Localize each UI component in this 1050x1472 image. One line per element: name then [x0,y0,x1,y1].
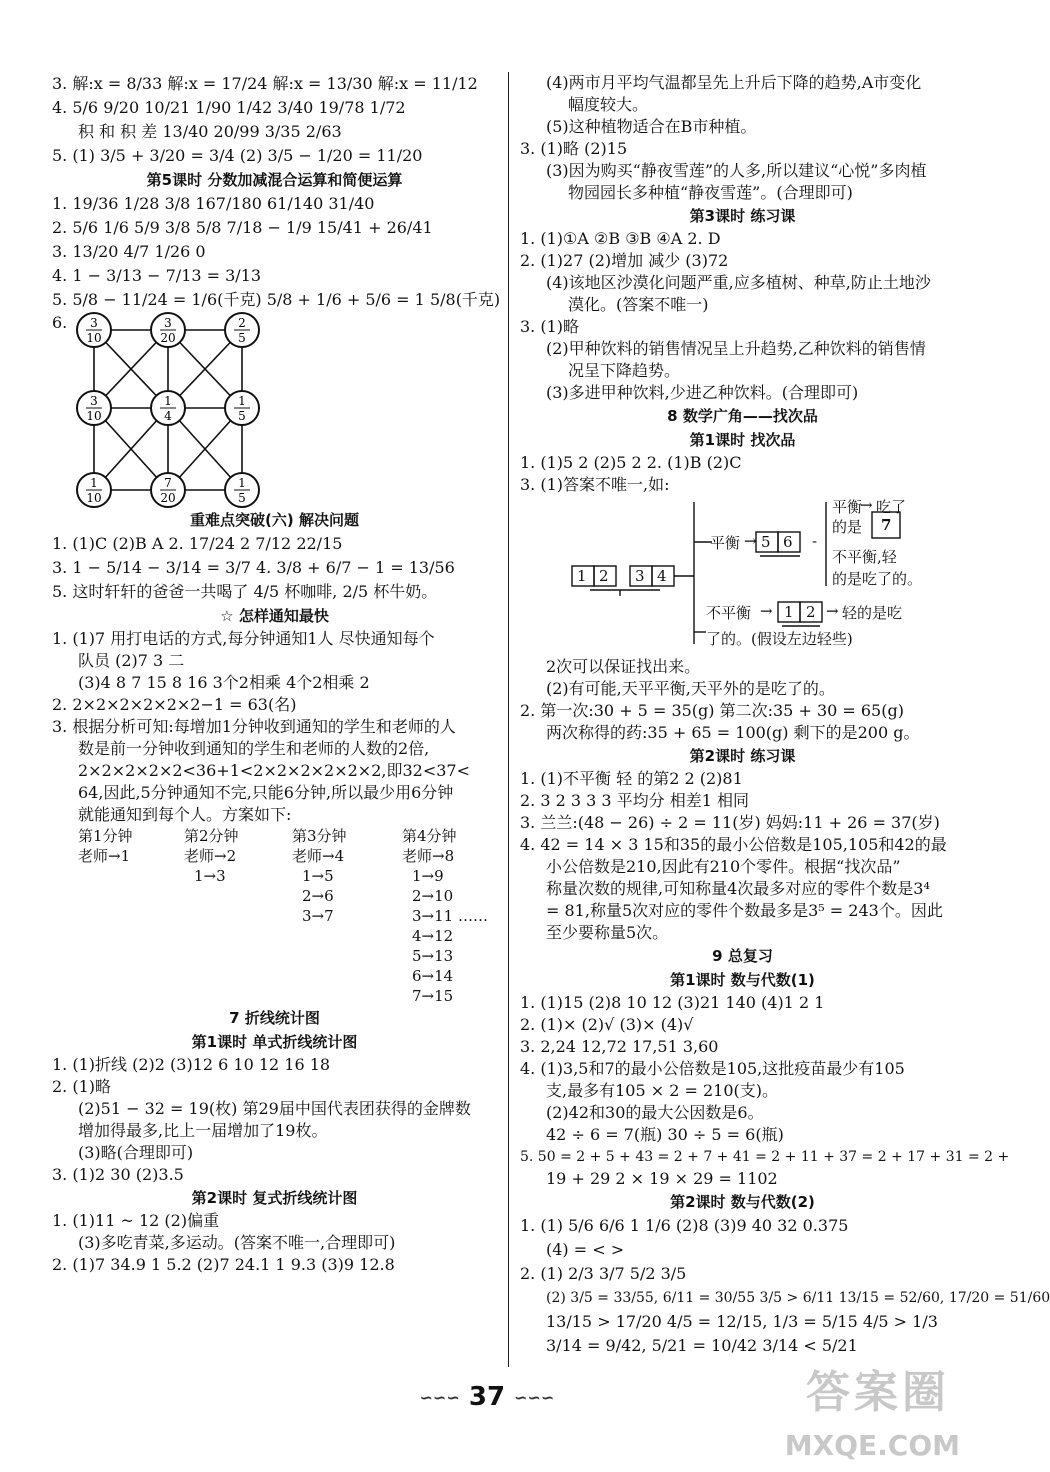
answer-line: 2. (1)27 (2)增加 减少 (3)72 [520,251,729,270]
balance-diagram: 1 2 3 4 平衡 → 5 6 - 平衡 → 吃了 的是 7 不平衡,轻 的是吃了的。 不平衡 → 1 2 → 轻的是吃 了的。(假设左边轻些) [520,496,965,656]
answer-line: 5. 50 = 2 + 5 + 43 = 2 + 7 + 41 = 2 + 11 + 37 = 2 + 17 + 31 = 2 + [520,1149,1010,1165]
answer-line: (2)42和30的最大公因数是6。 [546,1103,764,1122]
answer-line: 小公倍数是210,因此有210个零件。根据“找次品” [546,857,901,876]
answer-line: 2. 2×2×2×2×2×2−1 = 63(名) [52,695,297,714]
answer-line: = 81,称量5次对应的零件个数最多是3⁵ = 243个。因此 [546,901,943,920]
network-diagram [72,312,302,508]
answer-line: (5)这种植物适合在B市种植。 [546,117,757,136]
plan-head: 第1分钟 [78,827,133,845]
answer-line: 1. (1)C (2)B A 2. 17/24 2 7/12 22/15 [52,534,343,553]
answer-line: 3. (1)略 (2)15 [520,139,628,158]
answer-line: 1. (1)7 用打电话的方式,每分钟通知1人 尽快通知每个 [52,629,435,648]
section-title: 第5课时 分数加减混合运算和简便运算 [146,171,403,189]
answer-line: 1. (1)折线 (2)2 (3)12 6 10 12 16 18 [52,1055,331,1074]
section-title: 第2课时 复式折线统计图 [191,1189,358,1207]
node-denominator: 20 [160,491,176,505]
answer-line: 2. (1)7 34.9 1 5.2 (2)7 24.1 1 9.3 (3)9 12.8 [52,1255,395,1274]
answer-line: 3. 2,24 12,72 17,51 3,60 [520,1037,719,1056]
answer-line: 42 ÷ 6 = 7(瓶) 30 ÷ 5 = 6(瓶) [546,1125,784,1144]
node-numerator: 1 [238,394,246,408]
answer-line: (3)4 8 7 15 8 16 3个2相乘 4个2相乘 2 [78,673,370,692]
answer-line: (2)有可能,天平平衡,天平外的是吃了的。 [546,679,835,698]
answer-line: 数是前一分钟收到通知的学生和老师的人数的2倍, [78,739,430,758]
plan-col-1: 老师→1 [78,847,131,865]
fraction-network [52,312,497,508]
answer-line: 1. 19/36 1/28 3/8 167/180 61/140 31/40 [52,194,375,213]
answer-line: 2. (1)× (2)√ (3)× (4)√ [520,1015,694,1034]
section-title: ☆ 怎样通知最快 [220,607,329,625]
answer-line: 19 + 29 2 × 19 × 29 = 1102 [546,1169,778,1188]
watermark-logo: 答案圈 [806,1367,950,1418]
answer-line: (3)略(合理即可) [78,1143,194,1162]
node-numerator: 3 [90,394,98,408]
answer-line: (2)甲种饮料的销售情况呈上升趋势,乙种饮料的销售情 [546,339,926,358]
answer-line: 5. 这时轩轩的爸爸一共喝了 4/5 杯咖啡, 2/5 杯牛奶。 [52,582,438,601]
answer-line: 增加得最多,比上一届增加了19枚。 [78,1121,328,1140]
answer-line: 4. 5/6 9/20 10/21 1/90 1/42 3/40 19/78 1/72 [52,98,406,117]
section-title: 第1课时 数与代数(1) [670,971,815,989]
answer-line: 2. (1)略 [52,1077,112,1096]
node-denominator: 5 [238,331,246,345]
answer-line: 1. (1)11 ~ 12 (2)偏重 [52,1211,220,1230]
question-number: 6. [52,313,68,332]
answer-line: 3. (1)答案不唯一,如: [520,475,670,494]
answer-line: 3. 13/20 4/7 1/26 0 [52,242,206,261]
answer-line: 2. 5/6 1/6 5/9 3/8 5/8 7/18 − 1/9 15/41 + 26/41 [52,218,433,237]
answer-line: (3)多进甲种饮料,少进乙种饮料。(合理即可) [546,383,859,402]
answer-line: 物园园长多种植“静夜雪莲”。(合理即可) [568,183,853,202]
plan-head: 第3分钟 [292,827,347,845]
answer-line: 4. 1 − 3/13 − 7/13 = 3/13 [52,266,262,285]
answer-line: 1. (1) 5/6 6/6 1 1/6 (2)8 (3)9 40 32 0.375 [520,1216,849,1235]
answer-line: 积 和 积 差 13/40 20/99 3/35 2/63 [78,122,342,141]
answer-line: 至少要称量5次。 [546,923,669,942]
answer-line: 1. (1)①A ②B ③B ④A 2. D [520,229,721,248]
notify-plan-table [52,826,497,1006]
answer-line: 两次称得的药:35 + 65 = 100(g) 剩下的是200 g。 [546,723,920,742]
answer-line: 称量次数的规律,可知称量4次最多对应的零件个数是3⁴ [546,879,930,898]
answer-line: (3)因为购买“静夜雪莲”的人多,所以建议“心悦”多肉植 [546,161,927,180]
node-numerator: 3 [90,316,98,330]
unit-title: 8 数学广角——找次品 [667,407,818,425]
left-column [52,72,501,1276]
answer-line: 3/14 = 9/42, 5/21 = 10/42 3/14 < 5/21 [546,1336,858,1355]
answer-line: 3. 根据分析可知:每增加1分钟收到通知的学生和老师的人 [52,717,456,736]
answer-line: 3. (1)2 30 (2)3.5 [52,1165,184,1184]
node-denominator: 10 [86,331,102,345]
answer-line: 就能通知到每个人。方案如下: [78,805,292,824]
section-title: 重难点突破(六) 解决问题 [190,511,359,529]
column-divider [508,72,509,1367]
answer-line: 2. (1) 2/3 3/7 5/2 3/5 [520,1264,687,1283]
right-column [520,72,1050,1358]
watermark-url: MXQE.COM [784,1429,960,1462]
answer-line: 3. (1)略 [520,317,580,336]
node-denominator: 10 [86,491,102,505]
answer-line: 4. (1)3,5和7的最小公倍数是105,这批疫苗最少有105 [520,1059,905,1078]
answer-line: 2×2×2×2×2<36+1<2×2×2×2×2×2,即32<37< [78,761,471,780]
answer-line: 1. (1)不平衡 轻 的第2 2 (2)81 [520,769,743,788]
answer-line: 4. 42 = 14 × 3 15和35的最小公倍数是105,105和42的最 [520,835,947,854]
node-denominator: 20 [160,331,176,345]
node-numerator: 1 [90,476,98,490]
node-denominator: 4 [164,409,172,423]
answer-line: (4) = < > [546,1240,625,1259]
answer-line: 队员 (2)7 3 二 [78,651,185,670]
section-title: 第3课时 练习课 [689,207,796,225]
answer-line: 5. (1) 3/5 + 3/20 = 3/4 (2) 3/5 − 1/20 = 11/20 [52,146,423,165]
answer-line: (2)51 − 32 = 19(枚) 第29届中国代表团获得的金牌数 [78,1099,471,1118]
node-denominator: 10 [86,409,102,423]
answer-line: 况呈下降趋势。 [568,361,681,380]
answer-line: 幅度较大。 [568,95,649,114]
node-denominator: 5 [238,491,246,505]
answer-line: 2. 3 2 3 3 3 平均分 相差1 相同 [520,791,750,810]
node-numerator: 7 [164,476,172,490]
unit-title: 9 总复习 [712,947,773,965]
answer-line: 支,最多有105 × 2 = 210(支)。 [546,1081,778,1100]
footer-decoration: ∽∽∽ [419,1388,460,1407]
plan-col-4: 老师→8 1→9 2→10 3→11 …… 4→12 5→13 6→14 7→15 [402,847,488,1005]
answer-line: 漠化。(答案不唯一) [568,295,709,314]
plan-head: 第2分钟 [184,827,239,845]
answer-line: 1. (1)5 2 (2)5 2 2. (1)B (2)C [520,453,742,472]
node-numerator: 2 [238,316,246,330]
footer-decoration: ∽∽∽ [514,1388,555,1407]
node-numerator: 1 [164,394,172,408]
node-denominator: 5 [238,409,246,423]
section-title: 第2课时 数与代数(2) [670,1193,815,1211]
unit-title: 7 折线统计图 [229,1009,320,1027]
plan-col-3: 老师→4 1→5 2→6 3→7 [292,847,345,925]
answer-line: 2次可以保证找出来。 [546,657,701,676]
section-title: 第2课时 练习课 [689,747,796,765]
answer-line: 64,因此,5分钟通知不完,只能6分钟,所以最少用6分钟 [78,783,454,802]
answer-line: 5. 5/8 − 11/24 = 1/6(千克) 5/8 + 1/6 + 5/6 = 1 5/8(千克) [52,290,501,309]
answer-line: 1. (1)15 (2)8 10 12 (3)21 140 (4)1 2 1 [520,993,825,1012]
node-numerator: 3 [164,316,172,330]
answer-line: 3. 1 − 5/14 − 3/14 = 3/7 4. 3/8 + 6/7 − 1 = 13/56 [52,558,455,577]
page-number: 37 [468,1382,506,1412]
answer-line: (3)多吃青菜,多运动。(答案不唯一,合理即可) [78,1233,396,1252]
answer-line: 2. 第一次:30 + 5 = 35(g) 第二次:35 + 30 = 65(g) [520,701,904,720]
plan-head: 第4分钟 [402,827,457,845]
answer-line: 3. 兰兰:(48 − 26) ÷ 2 = 11(岁) 妈妈:11 + 26 = 37(岁) [520,813,940,832]
answer-line: (2) 3/5 = 33/55, 6/11 = 30/55 3/5 > 6/11 13/15 = 52/60, 17/20 = 51/60 [546,1290,1050,1306]
plan-col-2: 老师→2 1→3 [184,847,237,885]
section-title: 第1课时 找次品 [689,431,796,449]
answer-line: (4)该地区沙漠化问题严重,应多植树、种草,防止土地沙 [546,273,931,292]
answer-line: 3. 解:x = 8/33 解:x = 17/24 解:x = 13/30 解:x = 11/12 [52,74,478,93]
answer-line: 13/15 > 17/20 4/5 = 12/15, 1/3 = 5/15 4/5 > 1/3 [546,1312,938,1331]
section-title: 第1课时 单式折线统计图 [191,1033,358,1051]
node-numerator: 1 [238,476,246,490]
answer-line: (4)两市月平均气温都呈先上升后下降的趋势,A市变化 [546,73,922,92]
